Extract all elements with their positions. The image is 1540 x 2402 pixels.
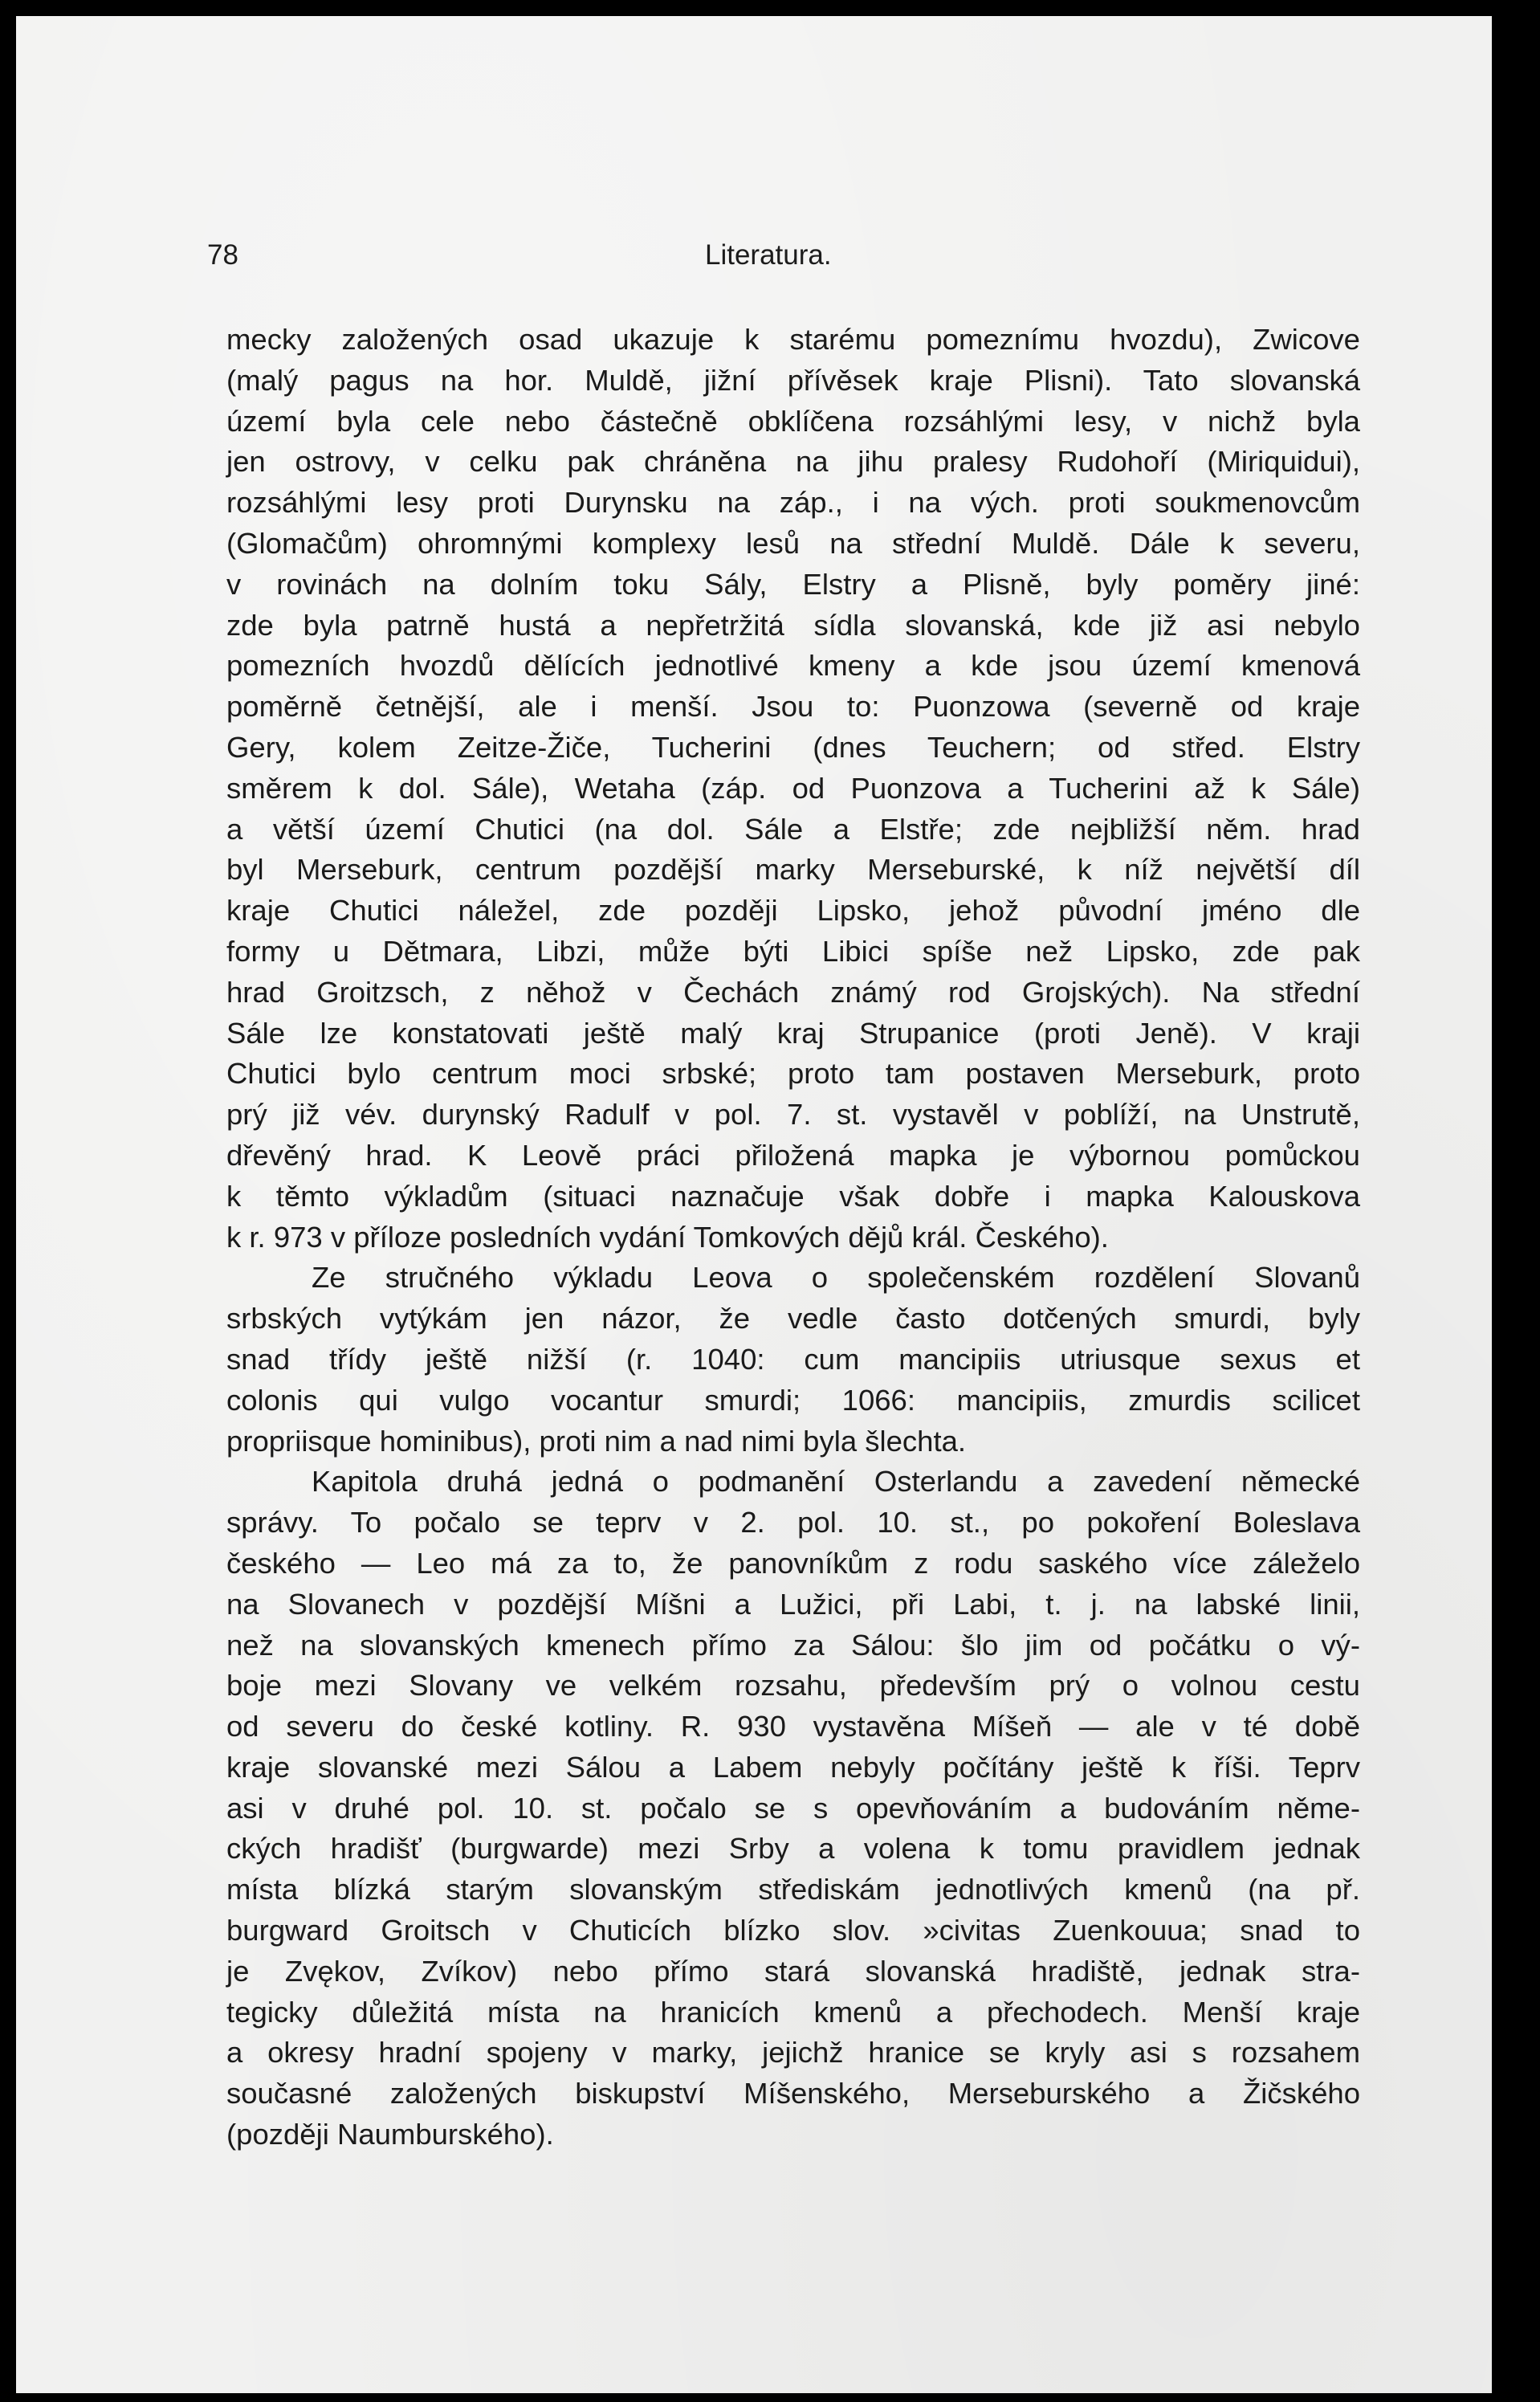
text-line: pomezních hvozdů dělících jednotlivé kmeny a kde jsou území kmenová xyxy=(226,649,1360,683)
text-line: srbských vytýkám jen názor, že vedle často dotčených smurdi, byly xyxy=(226,1302,1360,1336)
text-line: Sále lze konstatovati ještě malý kraj Strupanice (proti Jeně). V kraji xyxy=(226,1016,1360,1050)
text-line: rozsáhlými lesy proti Durynsku na záp., i na vých. proti soukmenovcům xyxy=(226,486,1360,520)
text-line: (Glomačům) ohromnými komplexy lesů na střední Muldě. Dále k severu, xyxy=(226,526,1360,560)
text-line: území byla cele nebo částečně obklíčena rozsáhlými lesy, v nichž byla xyxy=(226,404,1360,438)
body-text xyxy=(226,320,1360,2155)
text-line: burgward Groitsch v Chuticích blízko slov. »civitas Zuenkouua; snad to xyxy=(226,1914,1360,1947)
text-line: k r. 973 v příloze posledních vydání Tomkových dějů král. Českého). xyxy=(226,1220,1109,1254)
running-head xyxy=(207,239,1357,284)
text-line: a větší území Chutici (na dol. Sále a Elstře; zde nejbližší něm. hrad xyxy=(226,812,1360,846)
text-line: v rovinách na dolním toku Sály, Elstry a Plisně, byly poměry jiné: xyxy=(226,567,1360,601)
text-line: ckých hradišť (burgwarde) mezi Srby a volena k tomu pravidlem jednak xyxy=(226,1832,1360,1866)
text-line: formy u Dětmara, Libzi, může býti Libici spíše než Lipsko, zde pak xyxy=(226,934,1360,968)
text-line: a okresy hradní spojeny v marky, jejichž hranice se kryly asi s rozsahem xyxy=(226,2036,1360,2070)
text-line: zde byla patrně hustá a nepřetržitá sídla slovanská, kde již asi nebylo xyxy=(226,608,1360,642)
text-line: tegicky důležitá místa na hranicích kmenů a přechodech. Menší kraje xyxy=(226,1995,1360,2029)
running-title: Literatura. xyxy=(705,239,832,271)
text-line: boje mezi Slovany ve velkém rozsahu, především prý o volnou cestu xyxy=(226,1669,1360,1703)
text-line: dřevěný hrad. K Leově práci přiložená mapka je výbornou pomůckou xyxy=(226,1138,1360,1172)
text-line: hrad Groitzsch, z něhož v Čechách známý rod Grojských). Na střední xyxy=(226,975,1360,1009)
text-line: snad třídy ještě nižší (r. 1040: cum mancipiis utriusque sexus et xyxy=(226,1342,1360,1376)
text-line: správy. To počalo se teprv v 2. pol. 10. st., po pokoření Boleslava xyxy=(226,1506,1360,1539)
text-line: kraje Chutici náležel, zde později Lipsko, jehož původní jméno dle xyxy=(226,894,1360,928)
text-line: místa blízká starým slovanským střediskám jednotlivých kmenů (na př. xyxy=(226,1873,1360,1907)
text-line: asi v druhé pol. 10. st. počalo se s opevňováním a budováním něme- xyxy=(226,1791,1360,1825)
text-line: jen ostrovy, v celku pak chráněna na jihu pralesy Rudohoří (Miriquidui), xyxy=(226,445,1360,479)
text-line: Gery, kolem Zeitze-Žiče, Tucherini (dnes Teuchern; od střed. Elstry xyxy=(226,730,1360,764)
text-line: propriisque hominibus), proti nim a nad nimi byla šlechta. xyxy=(226,1424,967,1458)
text-line: od severu do české kotliny. R. 930 vystavěna Míšeň — ale v té době xyxy=(226,1710,1360,1743)
text-line: českého — Leo má za to, že panovníkům z rodu saského více záleželo xyxy=(226,1546,1360,1580)
text-line: směrem k dol. Sále), Wetaha (záp. od Puonzova a Tucherini až k Sále) xyxy=(226,771,1360,805)
page-number: 78 xyxy=(207,239,238,271)
text-line: (malý pagus na hor. Muldě, jižní přívěsek kraje Plisni). Tato slovanská xyxy=(226,363,1360,397)
text-line: Ze stručného výkladu Leova o společenském rozdělení Slovanů xyxy=(312,1261,1360,1295)
text-line: poměrně četnější, ale i menší. Jsou to: Puonzowa (severně od kraje xyxy=(226,690,1360,724)
text-line: Kapitola druhá jedná o podmanění Osterlandu a zavedení německé xyxy=(312,1465,1360,1499)
text-line: mecky založených osad ukazuje k starému pomeznímu hvozdu), Zwicove xyxy=(226,323,1360,356)
text-line: (později Naumburského). xyxy=(226,2118,554,2151)
text-line: k těmto výkladům (situaci naznačuje však dobře i mapka Kalouskova xyxy=(226,1179,1360,1213)
text-line: než na slovanských kmenech přímo za Sálou: šlo jim od počátku o vý- xyxy=(226,1628,1360,1662)
text-line: kraje slovanské mezi Sálou a Labem nebyly počítány ještě k říši. Teprv xyxy=(226,1750,1360,1784)
text-line: současné založených biskupství Míšenského, Merseburského a Žičského xyxy=(226,2077,1360,2110)
text-line: na Slovanech v pozdější Míšni a Lužici, při Labi, t. j. na labské linii, xyxy=(226,1587,1360,1621)
text-line: je Zvękov, Zvíkov) nebo přímo stará slovanská hradiště, jednak stra- xyxy=(226,1954,1360,1988)
text-line: colonis qui vulgo vocantur smurdi; 1066: mancipiis, zmurdis scilicet xyxy=(226,1383,1360,1417)
text-line: byl Merseburk, centrum pozdější marky Merseburské, k níž největší díl xyxy=(226,853,1360,887)
text-line: Chutici bylo centrum moci srbské; proto tam postaven Merseburk, proto xyxy=(226,1057,1360,1091)
text-line: prý již vév. durynský Radulf v pol. 7. st. vystavěl v poblíží, na Unstrutě, xyxy=(226,1098,1360,1132)
